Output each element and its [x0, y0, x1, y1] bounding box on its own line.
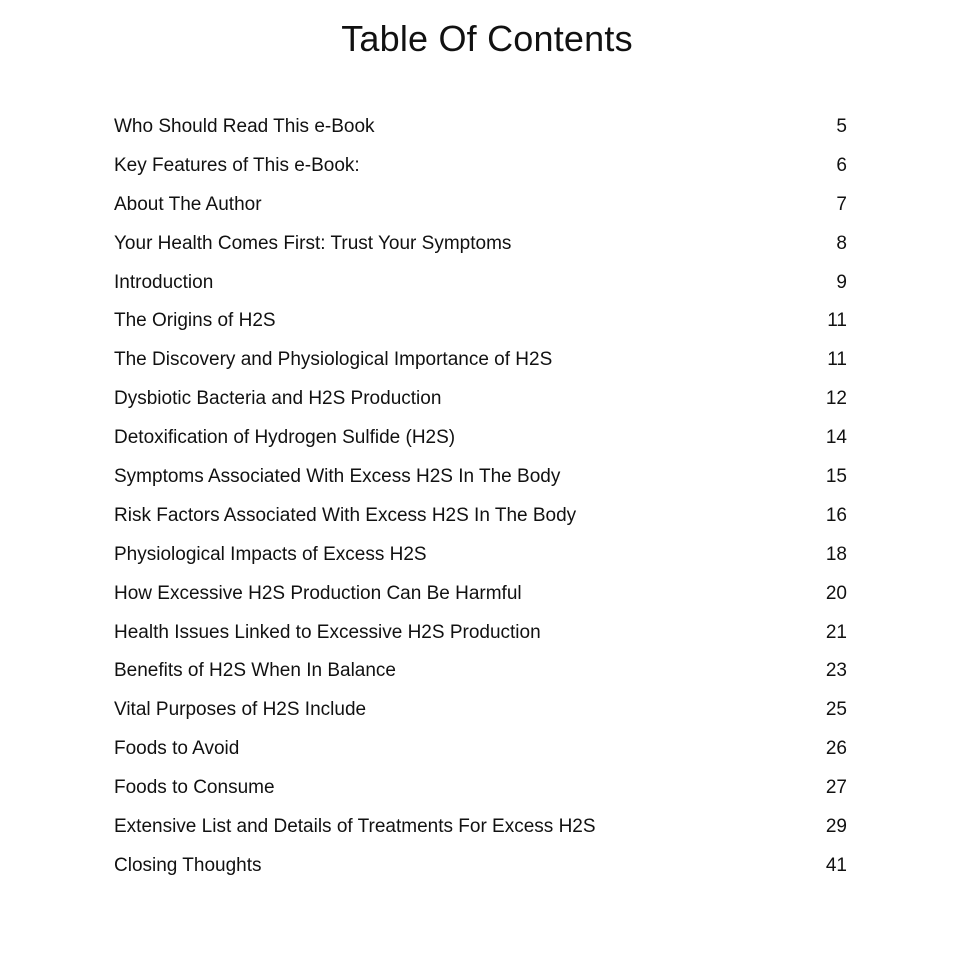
toc-entry-title: Health Issues Linked to Excessive H2S Production [114, 621, 541, 643]
toc-entry-title: Extensive List and Details of Treatments For Excess H2S [114, 816, 596, 838]
toc-entry-title: The Origins of H2S [114, 310, 276, 332]
toc-entry-page-number: 15 [825, 466, 847, 488]
toc-entry[interactable] [114, 691, 847, 730]
toc-entry[interactable] [114, 147, 847, 186]
toc-entry[interactable] [114, 264, 847, 303]
toc-entry[interactable] [114, 769, 847, 808]
toc-entry[interactable] [114, 575, 847, 614]
toc-entry-title: Symptoms Associated With Excess H2S In The Body [114, 466, 561, 488]
toc-entry-page-number: 9 [836, 271, 847, 293]
toc-entry-page-number: 21 [825, 621, 847, 643]
toc-entry[interactable] [114, 380, 847, 419]
toc-entry-title: About The Author [114, 193, 262, 215]
toc-entry-page-number: 25 [825, 699, 847, 721]
toc-entry-page-number: 18 [825, 543, 847, 565]
toc-entry-title: Your Health Comes First: Trust Your Symptoms [114, 232, 512, 254]
toc-entry[interactable] [114, 730, 847, 769]
toc-entry-page-number: 11 [827, 349, 847, 371]
toc-entry[interactable] [114, 419, 847, 458]
toc-entry-title: Physiological Impacts of Excess H2S [114, 543, 427, 565]
toc-entry-title: Key Features of This e-Book: [114, 154, 360, 176]
toc-entry[interactable] [114, 808, 847, 847]
toc-entry-page-number: 29 [825, 816, 847, 838]
toc-entry[interactable] [114, 847, 847, 886]
toc-entry-title: Foods to Avoid [114, 738, 240, 760]
toc-entry[interactable] [114, 536, 847, 575]
toc-entry-title: Risk Factors Associated With Excess H2S In The Body [114, 504, 577, 526]
toc-entry[interactable] [114, 614, 847, 653]
toc-entry-page-number: 27 [825, 777, 847, 799]
toc-entry[interactable] [114, 186, 847, 225]
toc-entry-page-number: 16 [825, 504, 847, 526]
toc-entry[interactable] [114, 302, 847, 341]
toc-entry-title: Foods to Consume [114, 777, 275, 799]
toc-entry-page-number: 23 [825, 660, 847, 682]
toc-entry[interactable] [114, 458, 847, 497]
toc-entry-page-number: 14 [825, 427, 847, 449]
toc-entry-page-number: 12 [825, 388, 847, 410]
toc-entry[interactable] [114, 497, 847, 536]
toc-entry-title: Closing Thoughts [114, 854, 262, 876]
toc-entry-page-number: 11 [827, 310, 847, 332]
toc-entry-title: Vital Purposes of H2S Include [114, 699, 367, 721]
toc-entry-page-number: 6 [836, 154, 847, 176]
toc-entry[interactable] [114, 225, 847, 264]
toc-entry-title: Benefits of H2S When In Balance [114, 660, 396, 682]
toc-entry-page-number: 20 [825, 582, 847, 604]
toc-entry-title: Introduction [114, 271, 214, 293]
table-of-contents [114, 108, 847, 886]
toc-entry[interactable] [114, 341, 847, 380]
toc-entry-page-number: 8 [836, 232, 847, 254]
toc-entry-page-number: 41 [825, 854, 847, 876]
toc-entry-title: Detoxification of Hydrogen Sulfide (H2S) [114, 427, 456, 449]
toc-entry[interactable] [114, 652, 847, 691]
toc-entry-title: How Excessive H2S Production Can Be Harmful [114, 582, 522, 604]
toc-entry-title: Dysbiotic Bacteria and H2S Production [114, 388, 442, 410]
toc-entry-page-number: 26 [825, 738, 847, 760]
toc-entry[interactable] [114, 108, 847, 147]
toc-entry-page-number: 7 [836, 193, 847, 215]
toc-entry-title: Who Should Read This e-Book [114, 116, 375, 137]
page-title: Table Of Contents [341, 18, 633, 59]
toc-entry-page-number: 5 [836, 116, 847, 137]
toc-entry-title: The Discovery and Physiological Importance of H2S [114, 349, 553, 371]
